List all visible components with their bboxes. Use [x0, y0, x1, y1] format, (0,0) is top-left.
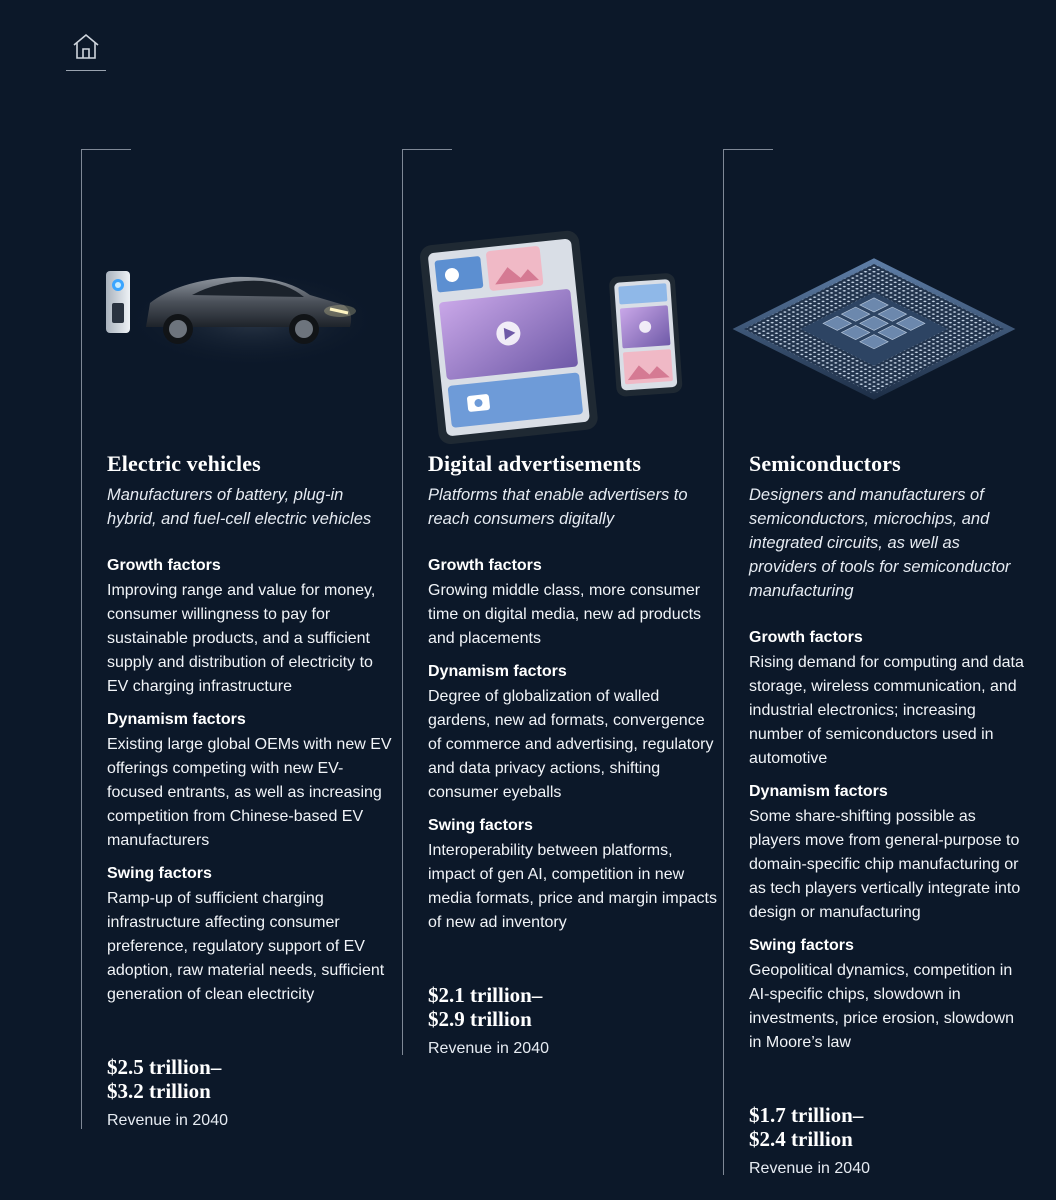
growth-factors-text: Improving range and value for money, consumer willingness to pay for sustainable products, and a sufficient supply and distribution of electricity to EV charging infrastructure	[107, 582, 376, 695]
swing-factors-text: Interoperability between platforms, impact of gen AI, competition in new media formats, price and margin impacts of new ad inventory	[428, 842, 717, 931]
revenue-label: Revenue in 2040	[749, 1160, 870, 1177]
revenue-range	[749, 1103, 863, 1151]
dynamism-factors-heading: Dynamism factors	[428, 663, 567, 680]
dynamism-factors-text: Degree of globalization of walled gardens, new ad formats, convergence of commerce and advertising, regulatory and data privacy actions, shifting consumer eyeballs	[428, 688, 714, 801]
factors-block	[428, 555, 718, 945]
tablet-phone-illustration	[403, 209, 703, 449]
dynamism-factors-text: Some share-shifting possible as players move from general-purpose to domain-specific chip manufacturing or as tech players vertically integrate into design or manufacturing	[749, 808, 1021, 921]
column-description: Platforms that enable advertisers to reach consumers digitally	[428, 486, 688, 528]
home-button[interactable]	[66, 28, 106, 71]
growth-factors-text: Rising demand for computing and data storage, wireless communication, and industrial electronics; increasing number of semiconductors used in automotive	[749, 654, 1024, 767]
growth-factors-heading: Growth factors	[428, 557, 542, 574]
column-rule	[403, 149, 452, 150]
column-rule	[724, 149, 773, 150]
revenue-line-2: $2.9 trillion	[428, 1007, 532, 1031]
column-electric-vehicles	[81, 149, 392, 1129]
dynamism-factors-text: Existing large global OEMs with new EV offerings competing with new EV-focused entrants, as well as increasing competition from Chinese-based EV manufacturers	[107, 736, 392, 849]
column-digital-advertisements	[402, 149, 717, 1057]
microchip-illustration	[724, 209, 1024, 449]
factors-block	[107, 555, 397, 1017]
revenue-range	[428, 983, 542, 1031]
revenue-line-1: $1.7 trillion–	[749, 1103, 864, 1127]
swing-factors-heading: Swing factors	[107, 865, 212, 882]
column-description: Designers and manufacturers of semiconductors, microchips, and integrated circuits, as well as providers of tools for semiconductor manufacturing	[749, 486, 1011, 600]
swing-factors-heading: Swing factors	[428, 817, 533, 834]
column-title: Digital advertisements	[428, 451, 641, 476]
growth-factors-heading: Growth factors	[107, 557, 221, 574]
growth-factors-heading: Growth factors	[749, 629, 863, 646]
dynamism-factors-heading: Dynamism factors	[107, 711, 246, 728]
home-icon	[70, 30, 102, 62]
factors-block	[749, 627, 1024, 1065]
growth-factors-text: Growing middle class, more consumer time on digital media, new ad products and placements	[428, 582, 702, 647]
column-semiconductors	[723, 149, 1024, 1177]
swing-factors-text: Ramp-up of sufficient charging infrastructure affecting consumer preference, regulatory support of EV adoption, raw material needs, sufficient generation of clean electricity	[107, 890, 385, 1003]
revenue-label: Revenue in 2040	[107, 1112, 228, 1129]
column-title: Semiconductors	[749, 451, 901, 476]
column-description: Manufacturers of battery, plug-in hybrid, and fuel-cell electric vehicles	[107, 486, 372, 528]
revenue-line-1: $2.5 trillion–	[107, 1055, 222, 1079]
revenue-label: Revenue in 2040	[428, 1040, 549, 1057]
column-title: Electric vehicles	[107, 451, 261, 476]
revenue-range	[107, 1055, 221, 1103]
column-rule	[82, 149, 131, 150]
electric-car-illustration	[82, 209, 382, 449]
swing-factors-text: Geopolitical dynamics, competition in AI-specific chips, slowdown in investments, price erosion, slowdown in Moore’s law	[749, 962, 1015, 1051]
revenue-line-1: $2.1 trillion–	[428, 983, 543, 1007]
revenue-line-2: $3.2 trillion	[107, 1079, 211, 1103]
swing-factors-heading: Swing factors	[749, 937, 854, 954]
revenue-line-2: $2.4 trillion	[749, 1127, 853, 1151]
dynamism-factors-heading: Dynamism factors	[749, 783, 888, 800]
